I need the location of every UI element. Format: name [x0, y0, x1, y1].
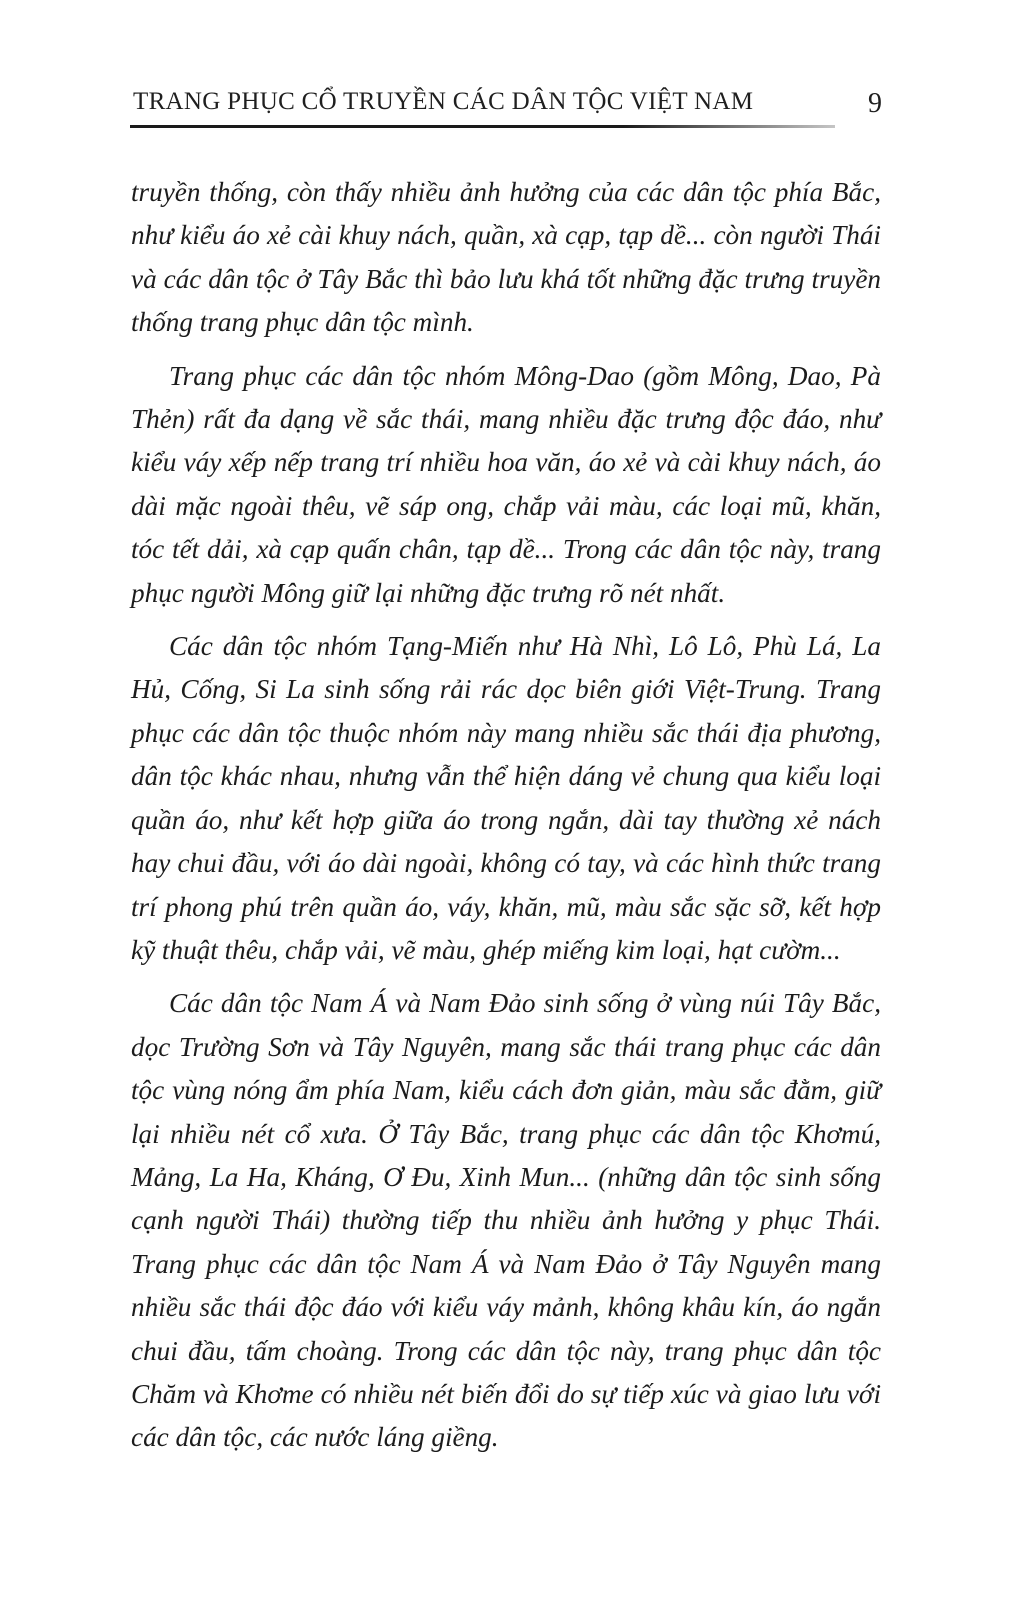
paragraph-nam-a-nam-dao: Các dân tộc Nam Á và Nam Đảo sinh sống ở vùng núi Tây Bắc, dọc Trường Sơn và Tây Nguyên, mang sắc thái trang phục các dân tộc vùng nóng ẩm phía Nam, kiểu cách đơn giản, màu sắc đằm, giữ lại nhiều nét cổ xưa. Ở Tây Bắc, trang phục các dân tộc Khơmú, Mảng, La Ha, Kháng, Ơ Đu, Xinh Mun... (những dân tộc sinh sống cạnh người Thái) thường tiếp thu nhiều ảnh hưởng y phục Thái. Trang phục các dân tộc Nam Á và Nam Đảo ở Tây Nguyên mang nhiều sắc thái độc đáo với kiểu váy mảnh, không khâu kín, áo ngắn chui đầu, tấm choàng. Trong các dân tộc này, trang phục dân tộc Chăm và Khơme có nhiều nét biến đổi do sự tiếp xúc và giao lưu với các dân tộc, các nước láng giềng.: [131, 988, 881, 1453]
paragraph-continued: truyền thống, còn thấy nhiều ảnh hưởng của các dân tộc phía Bắc, như kiểu áo xẻ cài khuy nách, quần, xà cạp, tạp dề... còn người Thái và các dân tộc ở Tây Bắc thì bảo lưu khá tốt những đặc trưng truyền thống trang phục dân tộc mình.: [131, 177, 881, 338]
header-rule: [130, 125, 835, 128]
body-text: [131, 171, 881, 1470]
running-header: [130, 84, 890, 124]
running-title: TRANG PHỤC CỔ TRUYỀN CÁC DÂN TỘC VIỆT NAM: [133, 88, 754, 115]
paragraph-mong-dao: Trang phục các dân tộc nhóm Mông-Dao (gồm Mông, Dao, Pà Thẻn) rất đa dạng về sắc thái, mang nhiều đặc trưng độc đáo, như kiểu váy xếp nếp trang trí nhiều hoa văn, áo xẻ và cài khuy nách, áo dài mặc ngoài thêu, vẽ sáp ong, chắp vải màu, các loại mũ, khăn, tóc tết dải, xà cạp quấn chân, tạp dề... Trong các dân tộc này, trang phục người Mông giữ lại những đặc trưng rõ nét nhất.: [131, 360, 881, 608]
page-number: 9: [868, 88, 882, 119]
paragraph-tang-mien: Các dân tộc nhóm Tạng-Miến như Hà Nhì, Lô Lô, Phù Lá, La Hủ, Cống, Si La sinh sống rải rác dọc biên giới Việt-Trung. Trang phục các dân tộc thuộc nhóm này mang nhiều sắc thái địa phương, dân tộc khác nhau, nhưng vẫn thể hiện dáng vẻ chung qua kiểu loại quần áo, như kết hợp giữa áo trong ngắn, dài tay thường xẻ nách hay chui đầu, với áo dài ngoài, không có tay, và các hình thức trang trí phong phú trên quần áo, váy, khăn, mũ, màu sắc sặc sỡ, kết hợp kỹ thuật thêu, chắp vải, vẽ màu, ghép miếng kim loại, hạt cườm...: [131, 631, 881, 965]
